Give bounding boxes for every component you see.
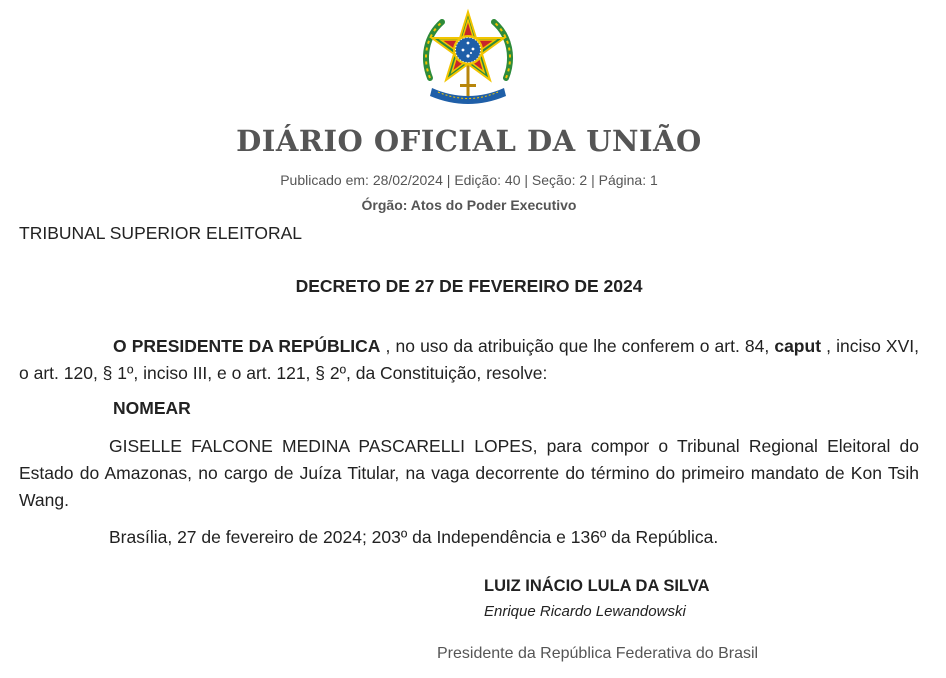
preamble-paragraph: [19, 333, 919, 387]
organ-line: [0, 197, 938, 213]
preamble-caput: caput: [774, 336, 822, 356]
meta-separator: |: [524, 172, 529, 188]
closing-paragraph: Brasília, 27 de fevereiro de 2024; 203º da Independência e 136º da República.: [109, 527, 719, 547]
edition-label: Edição:: [454, 172, 502, 188]
preamble-text-1: , no uso da atribuição que lhe conferem o art. 84,: [380, 336, 775, 356]
published-date: 28/02/2024: [372, 172, 443, 188]
published-label: Publicado em:: [280, 172, 369, 188]
section-label: Seção:: [531, 172, 576, 188]
brazil-coat-of-arms-icon: [416, 8, 520, 112]
page-number: 1: [649, 172, 658, 188]
section-heading: TRIBUNAL SUPERIOR ELEITORAL: [19, 223, 302, 243]
preamble-text-2: , inciso XVI, o art. 120, § 1º, inciso III, e o art. 121, § 2º, da Constituição, resolve:: [19, 336, 919, 383]
meta-separator: |: [591, 172, 595, 188]
decree-title: DECRETO DE 27 DE FEVEREIRO DE 2024: [295, 276, 643, 296]
signature-secondary: Enrique Ricardo Lewandowski: [484, 603, 686, 620]
meta-separator: |: [446, 172, 451, 188]
appointment-paragraph: GISELLE FALCONE MEDINA PASCARELLI LOPES, para compor o Tribunal Regional Eleitoral do Estado do Amazonas, no cargo de Juíza Titular, na vaga decorrente do término do primeiro mandato de Kon Tsih Wang.: [19, 436, 919, 510]
organ-name: Atos do Poder Executivo: [410, 197, 577, 213]
publication-meta: [0, 172, 938, 188]
organ-label: Órgão:: [361, 197, 408, 213]
edition-number: 40: [504, 172, 521, 188]
signature-primary: LUIZ INÁCIO LULA DA SILVA: [484, 577, 710, 595]
section-number: 2: [579, 172, 588, 188]
signature-role: Presidente da República Federativa do Brasil: [437, 645, 759, 662]
preamble-subject: O PRESIDENTE DA REPÚBLICA: [113, 336, 381, 356]
masthead-title: DIÁRIO OFICIAL DA UNIÃO: [236, 124, 702, 158]
action-heading: NOMEAR: [113, 398, 191, 418]
page-label: Página:: [598, 172, 647, 188]
